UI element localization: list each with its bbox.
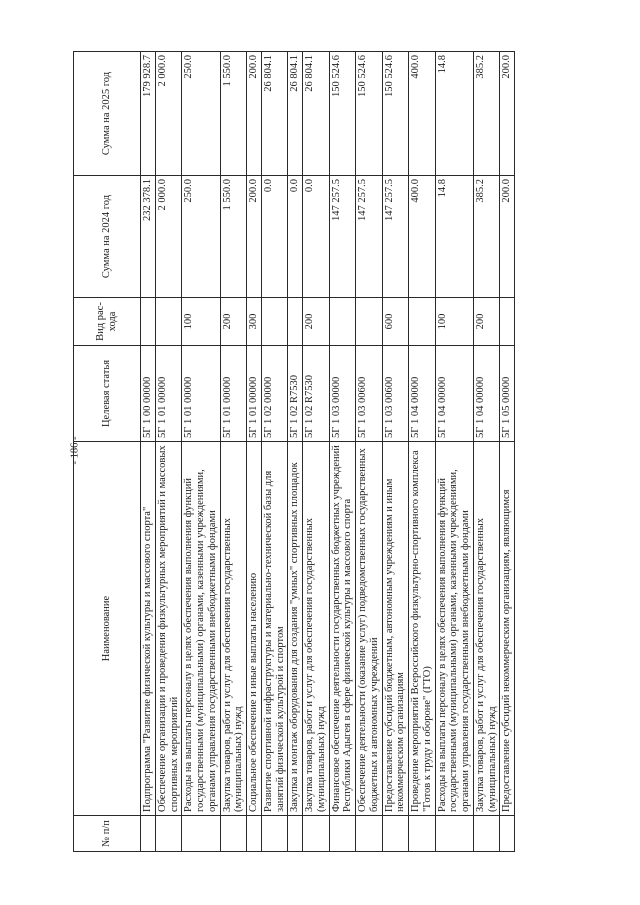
row-article-cell: 5Г 1 01 00000 bbox=[220, 346, 247, 442]
row-article-cell: 5Г 1 00 00000 bbox=[141, 346, 156, 442]
row-name-cell: Закупка товаров, работ и услуг для обеспечения государственных (муниципальных) нужд bbox=[473, 442, 500, 816]
row-number-cell bbox=[141, 816, 156, 852]
row-number-cell bbox=[409, 816, 436, 852]
row-sum-2024-cell: 250.0 bbox=[182, 176, 220, 298]
row-article-cell: 5Г 1 02 00000 bbox=[261, 346, 288, 442]
budget-table bbox=[73, 51, 515, 852]
row-sum-2025-cell: 14.8 bbox=[435, 52, 473, 176]
row-sum-2024-cell: 1 550.0 bbox=[220, 176, 247, 298]
row-number-cell bbox=[500, 816, 515, 852]
row-name-cell: Обеспечение деятельности (оказание услуг) подведомственных государственных бюджетных и автономных учреждений bbox=[356, 442, 383, 816]
row-sum-2025-cell: 1 550.0 bbox=[220, 52, 247, 176]
row-number-cell bbox=[435, 816, 473, 852]
row-sum-2024-cell: 14.8 bbox=[435, 176, 473, 298]
row-expense-type-cell: 100 bbox=[435, 298, 473, 346]
row-sum-2025-cell: 250.0 bbox=[182, 52, 220, 176]
header-article: Целевая статья bbox=[74, 346, 141, 442]
table-row bbox=[473, 52, 500, 852]
row-name-cell: Расходы на выплаты персоналу в целях обеспечения выполнения функций государственными (муниципальными) органами, казенными учреждениями, органами управления государственными внебюджетными фондами bbox=[435, 442, 473, 816]
row-article-cell: 5Г 1 03 00600 bbox=[356, 346, 383, 442]
table-row bbox=[356, 52, 383, 852]
row-number-cell bbox=[303, 816, 330, 852]
row-number-cell bbox=[220, 816, 247, 852]
row-article-cell: 5Г 1 05 00000 bbox=[500, 346, 515, 442]
row-name-cell: Закупка и монтаж оборудования для создания "умных" спортивных площадок bbox=[288, 442, 303, 816]
row-sum-2025-cell: 26 804.1 bbox=[303, 52, 330, 176]
row-name-cell: Предоставление субсидий бюджетным, автономным учреждениям и иным некоммерческим организациям bbox=[382, 442, 409, 816]
row-sum-2025-cell: 385.2 bbox=[473, 52, 500, 176]
header-sum-2024: Сумма на 2024 год bbox=[74, 176, 141, 298]
row-number-cell bbox=[382, 816, 409, 852]
row-sum-2025-cell: 2 000.0 bbox=[155, 52, 182, 176]
row-name-cell: Развитие спортивной инфраструктуры и материально-технической базы для занятий физической культурой и спортом bbox=[261, 442, 288, 816]
row-sum-2024-cell: 232 378.1 bbox=[141, 176, 156, 298]
header-name: Наименование bbox=[74, 442, 141, 816]
row-number-cell bbox=[329, 816, 356, 852]
table-row bbox=[182, 52, 220, 852]
table-row bbox=[220, 52, 247, 852]
row-name-cell: Закупка товаров, работ и услуг для обеспечения государственных (муниципальных) нужд bbox=[220, 442, 247, 816]
row-number-cell bbox=[473, 816, 500, 852]
row-article-cell: 5Г 1 02 R7530 bbox=[303, 346, 330, 442]
table-row bbox=[247, 52, 262, 852]
table-row bbox=[155, 52, 182, 852]
row-expense-type-cell bbox=[155, 298, 182, 346]
row-expense-type-cell: 200 bbox=[473, 298, 500, 346]
row-number-cell bbox=[247, 816, 262, 852]
row-name-cell: Расходы на выплаты персоналу в целях обеспечения выполнения функций государственными (муниципальными) органами, казенными учреждениями, органами управления государственными внебюджетными фондами bbox=[182, 442, 220, 816]
row-sum-2025-cell: 150 524.6 bbox=[382, 52, 409, 176]
row-article-cell: 5Г 1 01 00000 bbox=[247, 346, 262, 442]
row-number-cell bbox=[356, 816, 383, 852]
row-number-cell bbox=[261, 816, 288, 852]
row-sum-2025-cell: 26 804.1 bbox=[261, 52, 288, 176]
row-name-cell: Предоставление субсидий некоммерческим организациям, являющимся bbox=[500, 442, 515, 816]
row-expense-type-cell: 200 bbox=[220, 298, 247, 346]
row-sum-2025-cell: 150 524.6 bbox=[356, 52, 383, 176]
row-article-cell: 5Г 1 02 R7530 bbox=[288, 346, 303, 442]
row-name-cell: Проведение мероприятий Всероссийского физкультурно-спортивного комплекса "Готов к труду и обороне" (ГТО) bbox=[409, 442, 436, 816]
row-sum-2025-cell: 200.0 bbox=[247, 52, 262, 176]
row-expense-type-cell: 300 bbox=[247, 298, 262, 346]
row-expense-type-cell bbox=[261, 298, 288, 346]
budget-table-sheet bbox=[73, 52, 563, 852]
row-expense-type-cell: 200 bbox=[303, 298, 330, 346]
table-row bbox=[288, 52, 303, 852]
row-expense-type-cell: 100 bbox=[182, 298, 220, 346]
page-number: - 186 - bbox=[69, 436, 81, 465]
row-expense-type-cell: 600 bbox=[382, 298, 409, 346]
row-sum-2024-cell: 2 000.0 bbox=[155, 176, 182, 298]
row-article-cell: 5Г 1 03 00600 bbox=[382, 346, 409, 442]
table-row bbox=[500, 52, 515, 852]
row-number-cell bbox=[182, 816, 220, 852]
row-sum-2024-cell: 385.2 bbox=[473, 176, 500, 298]
table-row bbox=[141, 52, 156, 852]
row-sum-2024-cell: 147 257.5 bbox=[382, 176, 409, 298]
row-expense-type-cell bbox=[329, 298, 356, 346]
row-sum-2024-cell: 200.0 bbox=[500, 176, 515, 298]
table-row bbox=[382, 52, 409, 852]
row-sum-2024-cell: 0.0 bbox=[288, 176, 303, 298]
row-article-cell: 5Г 1 04 00000 bbox=[435, 346, 473, 442]
header-sum-2025: Сумма на 2025 год bbox=[74, 52, 141, 176]
row-number-cell bbox=[155, 816, 182, 852]
row-expense-type-cell bbox=[500, 298, 515, 346]
row-name-cell: Социальное обеспечение и иные выплаты населению bbox=[247, 442, 262, 816]
table-row bbox=[261, 52, 288, 852]
row-expense-type-cell bbox=[409, 298, 436, 346]
row-name-cell: Подпрограмма "Развитие физической культуры и массового спорта" bbox=[141, 442, 156, 816]
row-expense-type-cell bbox=[356, 298, 383, 346]
row-sum-2025-cell: 200.0 bbox=[500, 52, 515, 176]
table-row bbox=[303, 52, 330, 852]
row-sum-2024-cell: 0.0 bbox=[261, 176, 288, 298]
row-name-cell: Обеспечение организации и проведения физкультурных мероприятий и массовых спортивных мероприятий bbox=[155, 442, 182, 816]
row-article-cell: 5Г 1 03 00000 bbox=[329, 346, 356, 442]
row-expense-type-cell bbox=[288, 298, 303, 346]
row-sum-2025-cell: 150 524.6 bbox=[329, 52, 356, 176]
row-number-cell bbox=[288, 816, 303, 852]
row-name-cell: Закупка товаров, работ и услуг для обеспечения государственных (муниципальных) нужд bbox=[303, 442, 330, 816]
header-num: № п/п bbox=[74, 816, 141, 852]
table-row bbox=[329, 52, 356, 852]
table-row bbox=[435, 52, 473, 852]
row-sum-2025-cell: 400.0 bbox=[409, 52, 436, 176]
row-sum-2024-cell: 147 257.5 bbox=[329, 176, 356, 298]
row-article-cell: 5Г 1 01 00000 bbox=[182, 346, 220, 442]
table-row bbox=[409, 52, 436, 852]
row-sum-2024-cell: 200.0 bbox=[247, 176, 262, 298]
row-name-cell: Финансовое обеспечение деятельности государственных бюджетных учреждений Республики Адыгея в сфере физической культуры и массового спорта bbox=[329, 442, 356, 816]
row-sum-2024-cell: 400.0 bbox=[409, 176, 436, 298]
row-article-cell: 5Г 1 04 00000 bbox=[409, 346, 436, 442]
header-expense-type: Вид рас- хода bbox=[74, 298, 141, 346]
row-sum-2024-cell: 0.0 bbox=[303, 176, 330, 298]
row-sum-2025-cell: 179 928.7 bbox=[141, 52, 156, 176]
row-sum-2024-cell: 147 257.5 bbox=[356, 176, 383, 298]
row-expense-type-cell bbox=[141, 298, 156, 346]
table-header-row bbox=[74, 52, 141, 852]
row-article-cell: 5Г 1 04 00000 bbox=[473, 346, 500, 442]
row-article-cell: 5Г 1 01 00000 bbox=[155, 346, 182, 442]
row-sum-2025-cell: 26 804.1 bbox=[288, 52, 303, 176]
